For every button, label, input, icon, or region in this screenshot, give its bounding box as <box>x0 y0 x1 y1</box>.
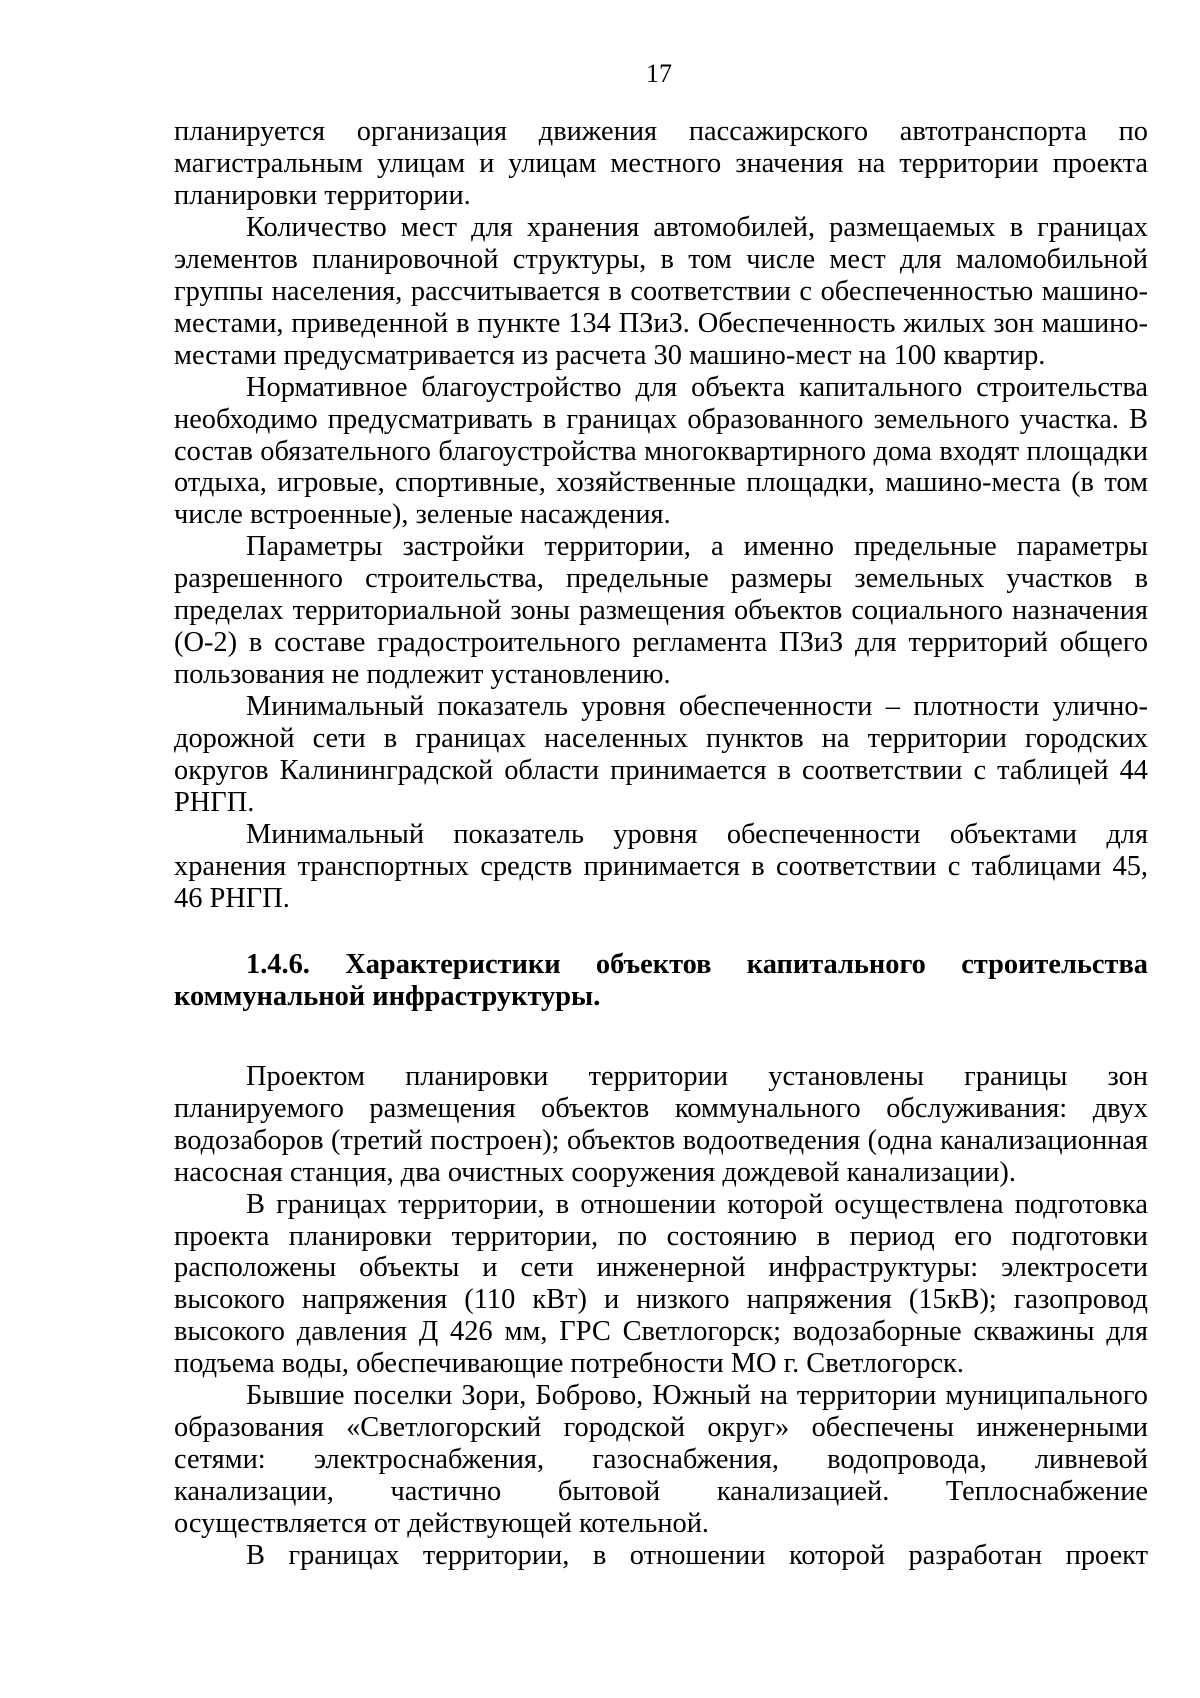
paragraph-building-parameters: Параметры застройки территории, а именно предельные параметры разрешенного строительства, предельные размеры земельных участков в пределах территориальной зоны размещения объектов социального назначения (О-2) в составе градостроительного регламента ПЗиЗ для территорий общего пользования не подлежит установлению. <box>174 531 1148 691</box>
paragraph-vehicle-storage: Минимальный показатель уровня обеспеченности объектами для хранения транспортных средств принимается в соответствии с таблицами 45, 46 РНГП. <box>174 818 1148 914</box>
paragraph-final-partial: В границах территории, в отношении которой разработан проект <box>246 1540 1148 1572</box>
paragraph-utility-zones: Проектом планировки территории установлены границы зон планируемого размещения объектов коммунального обслуживания: двух водозаборов (третий построен); объектов водоотведения (одна канализационная насосная станция, два очистных сооружения дождевой канализации). <box>174 1060 1148 1188</box>
section-heading: 1.4.6. Характеристики объектов капитального строительства коммунальной инфраструктуры. <box>174 948 1148 1012</box>
document-body <box>174 116 1148 1572</box>
paragraph-continuation: планируется организация движения пассажирского автотранспорта по магистральным улицам и улицам местного значения на территории проекта планировки территории. <box>174 116 1148 211</box>
paragraph-parking: Количество мест для хранения автомобилей, размещаемых в границах элементов планировочной структуры, в том числе мест для маломобильной группы населения, рассчитывается в соответствии с обеспеченностью машино-местами, приведенной в пункте 134 ПЗиЗ. Обеспеченность жилых зон машино-местами предусматривается из расчета 30 машино-мест на 100 квартир. <box>174 211 1148 371</box>
page-number: 17 <box>646 59 672 88</box>
paragraph-settlements: Бывшие поселки Зори, Боброво, Южный на территории муниципального образования «Светлогорский городской округ» обеспечены инженерными сетями: электроснабжения, газоснабжения, водопровода, ливневой канализации, частично бытовой канализацией. Теплоснабжение осуществляется от действующей котельной. <box>174 1380 1148 1540</box>
paragraph-engineering-networks: В границах территории, в отношении которой осуществлена подготовка проекта планировки территории, по состоянию в период его подготовки расположены объекты и сети инженерной инфраструктуры: электросети высокого напряжения (110 кВт) и низкого напряжения (15кВ); газопровод высокого давления Д 426 мм, ГРС Светлогорск; водозаборные скважины для подъема воды, обеспечивающие потребности МО г. Светлогорск. <box>174 1188 1148 1380</box>
paragraph-road-density: Минимальный показатель уровня обеспеченности – плотности улично-дорожной сети в границах населенных пунктов на территории городских округов Калининградской области принимается в соответствии с таблицей 44 РНГП. <box>174 691 1148 819</box>
paragraph-landscaping: Нормативное благоустройство для объекта капитального строительства необходимо предусматривать в границах образованного земельного участка. В состав обязательного благоустройства многоквартирного дома входят площадки отдыха, игровые, спортивные, хозяйственные площадки, машино-места (в том числе встроенные), зеленые насаждения. <box>174 371 1148 531</box>
